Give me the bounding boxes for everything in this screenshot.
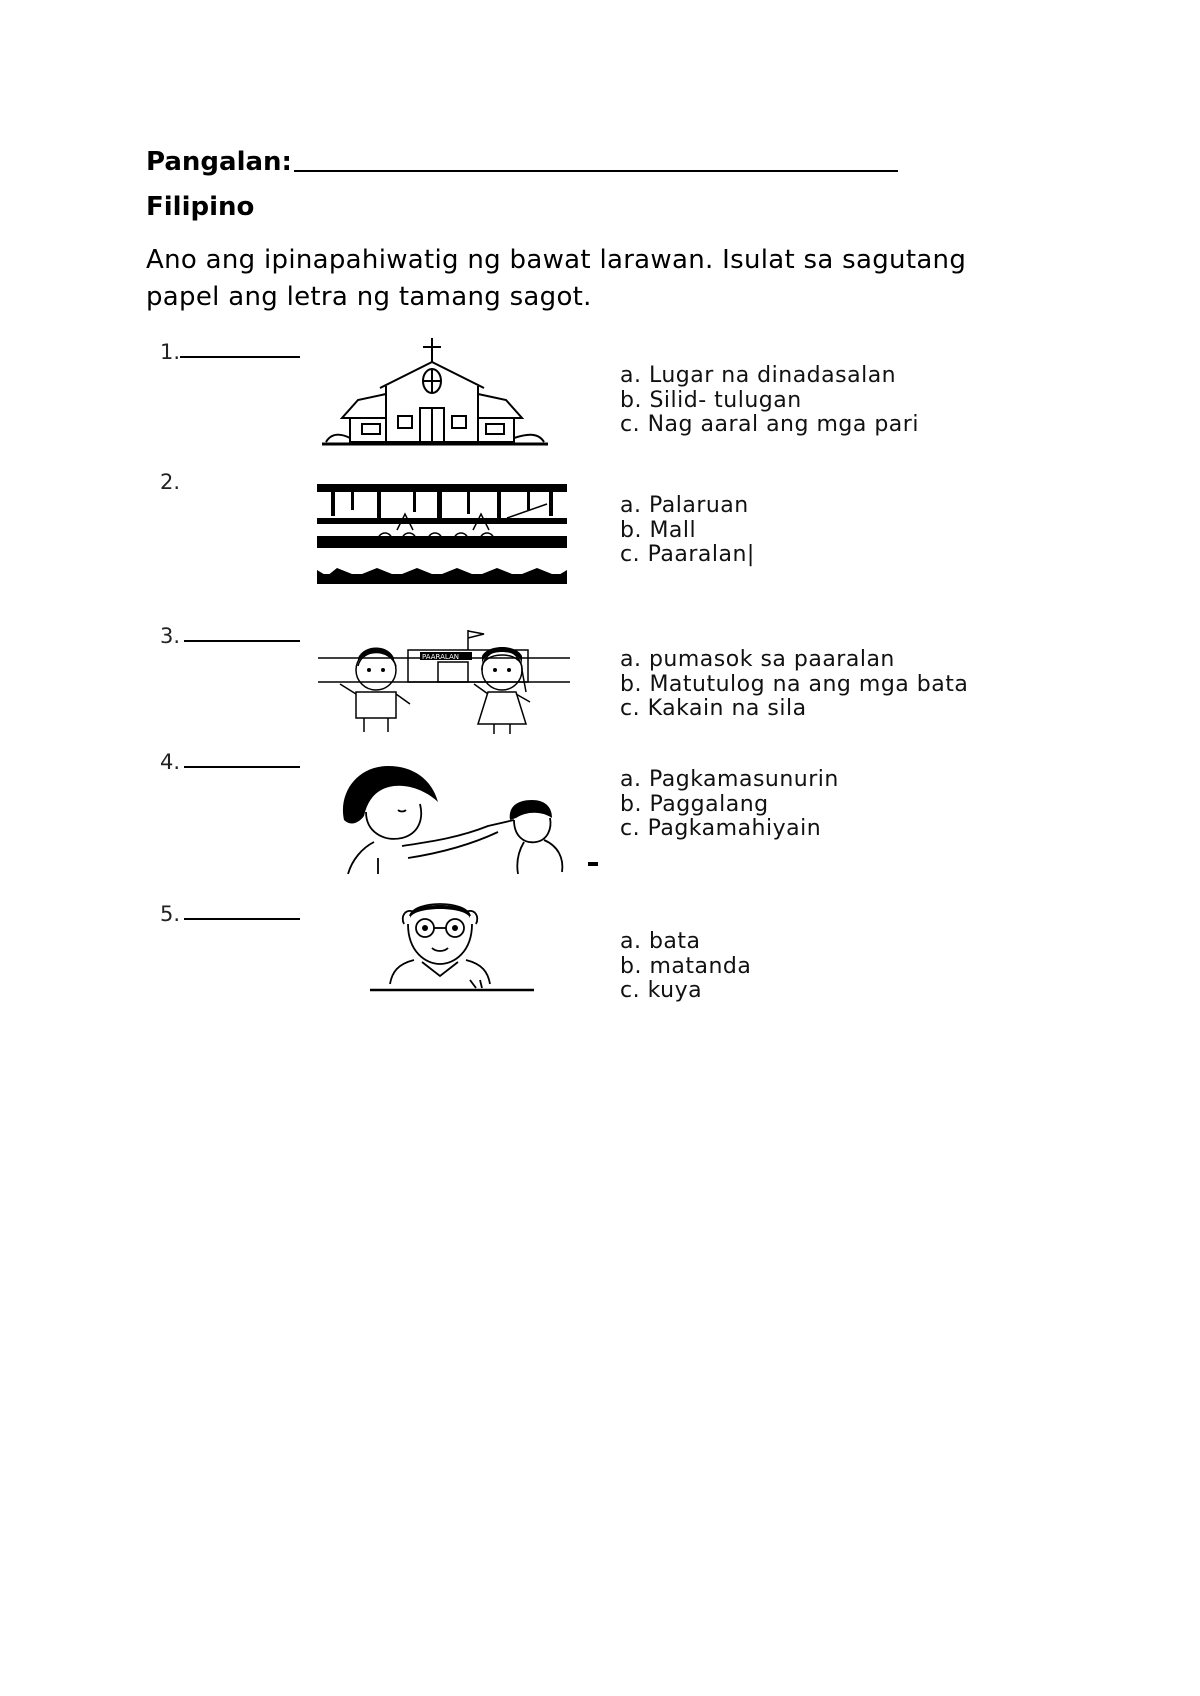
question-number: 3.	[160, 624, 300, 648]
choice-c[interactable]: c. Paaralan|	[620, 542, 755, 567]
choices-list	[620, 364, 919, 438]
church-image	[320, 336, 550, 448]
choice-c[interactable]: c. Nag aaral ang mga pari	[620, 412, 919, 437]
answer-blank[interactable]	[184, 765, 300, 768]
choices-list	[620, 930, 751, 1004]
choice-a[interactable]: a. pumasok sa paaralan	[620, 647, 895, 672]
choice-b[interactable]: b. matanda	[620, 953, 752, 979]
choices-list	[620, 494, 755, 568]
question-number: 5.	[160, 902, 300, 926]
question-number: 1.	[160, 340, 300, 364]
child-blessing-elder-image	[338, 762, 598, 874]
children-school-image	[318, 628, 570, 738]
instructions: Ano ang ipinapahiwatig ng bawat larawan. Isulat sa sagutang papel ang letra ng tamang sagot.	[146, 245, 967, 312]
choices-list	[620, 768, 839, 842]
choice-a[interactable]: a. Lugar na dinadasalan	[620, 363, 897, 388]
name-field[interactable]	[146, 143, 1046, 177]
answer-blank[interactable]	[184, 917, 300, 920]
playground-image	[317, 484, 567, 594]
choice-c[interactable]: c. kuya	[620, 978, 703, 1003]
answer-blank[interactable]	[180, 355, 300, 358]
question-number: 4.	[160, 750, 300, 774]
choice-b[interactable]: b. Paggalang	[620, 791, 769, 817]
name-line-row	[146, 143, 1046, 177]
name-blank-line[interactable]	[294, 169, 898, 172]
choices-list	[620, 648, 968, 722]
choice-b[interactable]: b. Silid- tulugan	[620, 387, 802, 413]
school-sign: PAARALAN	[422, 653, 459, 661]
choice-a[interactable]: a. Palaruan	[620, 493, 749, 518]
name-label: Pangalan:	[146, 147, 292, 177]
choice-b[interactable]: b. Mall	[620, 517, 697, 543]
answer-blank[interactable]	[184, 639, 300, 642]
choice-a[interactable]: a. bata	[620, 929, 701, 954]
choice-c[interactable]: c. Kakain na sila	[620, 696, 807, 721]
choice-b[interactable]: b. Matutulog na ang mga bata	[620, 671, 969, 697]
subject-title: Filipino	[146, 192, 255, 222]
question-number: 2.	[160, 470, 181, 494]
choice-a[interactable]: a. Pagkamasunurin	[620, 767, 839, 792]
elderly-man-image	[370, 894, 540, 994]
choice-c[interactable]: c. Pagkamahiyain	[620, 816, 822, 841]
